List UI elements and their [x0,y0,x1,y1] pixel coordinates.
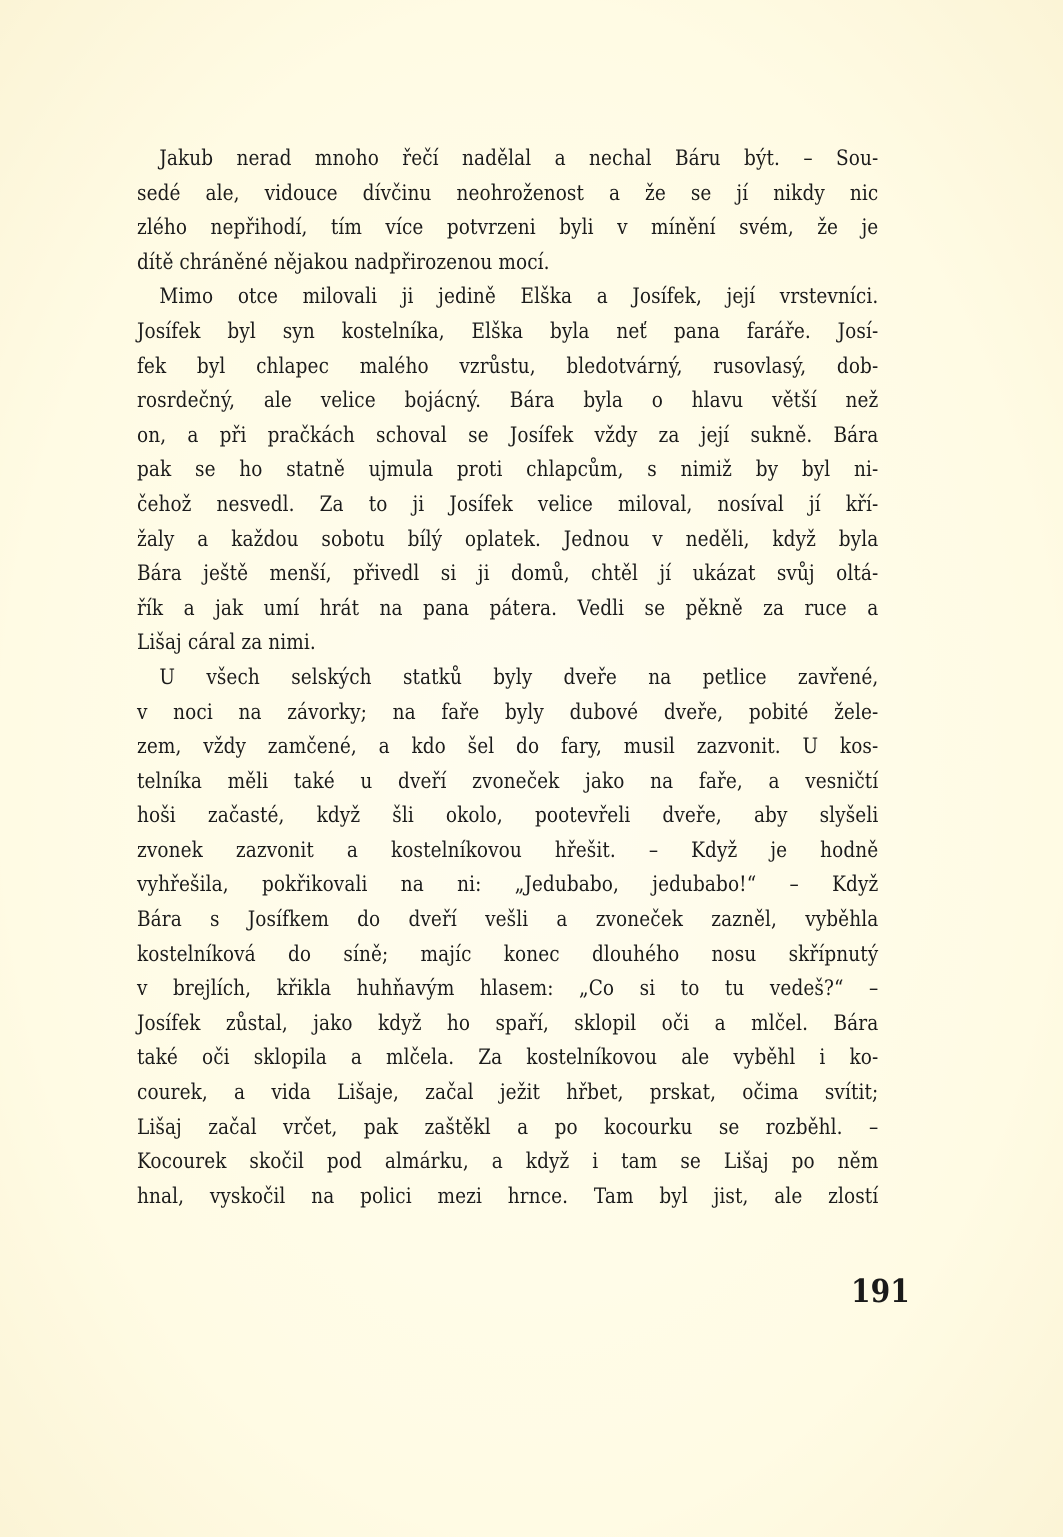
text-line: telníka měli také u dveří zvoneček jako na faře, a vesničtí [137,768,879,794]
page-number: 191 [851,1272,910,1310]
text-line: Bára s Josífkem do dveří vešli a zvoneček zazněl, vyběhla [137,907,879,933]
text-line: zvonek zazvonit a kostelníkovou hřešit. – Když je hodně [137,837,879,863]
text-line: rosrdečný, ale velice bojácný. Bára byla o hlavu větší než [137,388,879,414]
text-line: hoši začasté, když šli okolo, pootevřeli dveře, aby slyšeli [137,803,879,829]
text-line: hnal, vyskočil na polici mezi hrnce. Tam byl jist, ale zlostí [137,1183,879,1209]
text-line: zlého nepřihodí, tím více potvrzeni byli v mínění svém, že je [137,215,879,241]
text-line: kostelníková do síně; majíc konec dlouhého nosu skřípnutý [137,941,879,967]
text-line: Josífek byl syn kostelníka, Elška byla neť pana faráře. Josí- [137,318,879,344]
text-line: courek, a vida Lišaje, začal ježit hřbet, prskat, očima svítit; [137,1080,879,1106]
text-line: žaly a každou sobotu bílý oplatek. Jednou v neděli, když byla [137,526,879,552]
text-line: U všech selských statků byly dveře na petlice zavřené, [159,664,879,690]
text-line: v noci na závorky; na faře byly dubové dveře, pobité žele- [137,699,879,725]
text-line: sedé ale, vidouce dívčinu neohroženost a že se jí nikdy nic [137,180,879,206]
text-line: zem, vždy zamčené, a kdo šel do fary, musil zazvonit. U kos- [137,734,879,760]
text-line: vyhřešila, pokřikovali na ni: „Jedubabo, jedubabo!“ – Když [137,872,879,898]
text-line: Lišaj začal vrčet, pak zaštěkl a po kocourku se rozběhl. – [137,1114,879,1140]
text-line: Bára ještě menší, přivedl si ji domů, chtěl jí ukázat svůj oltá- [137,561,879,587]
text-line: Kocourek skočil pod almárku, a když i tam se Lišaj po něm [137,1149,879,1175]
text-line: Jakub nerad mnoho řečí nadělal a nechal Báru být. – Sou- [159,146,879,171]
text-line: Josífek zůstal, jako když ho spaří, sklopil oči a mlčel. Bára [137,1010,879,1036]
text-line: fek byl chlapec malého vzrůstu, bledotvárný, rusovlasý, dob- [137,353,879,379]
text-line: v brejlích, křikla huhňavým hlasem: „Co si to tu vedeš?“ – [137,976,879,1002]
text-line: Lišaj cáral za nimi. [137,630,316,656]
text-line: řík a jak umí hrát na pana pátera. Vedli se pěkně za ruce a [137,595,879,621]
text-line: čehož nesvedl. Za to ji Josífek velice miloval, nosíval jí kří- [137,491,879,517]
text-line: pak se ho statně ujmula proti chlapcům, s nimiž by byl ni- [137,457,879,483]
text-line: Mimo otce milovali ji jedině Elška a Josífek, její vrstevníci. [159,284,879,310]
text-line: dítě chráněné nějakou nadpřirozenou mocí. [137,249,550,275]
body-text [137,142,878,1214]
text-line: on, a při pračkách schoval se Josífek vždy za její sukně. Bára [137,422,879,448]
text-line: také oči sklopila a mlčela. Za kostelníkovou ale vyběhl i ko- [137,1045,879,1071]
